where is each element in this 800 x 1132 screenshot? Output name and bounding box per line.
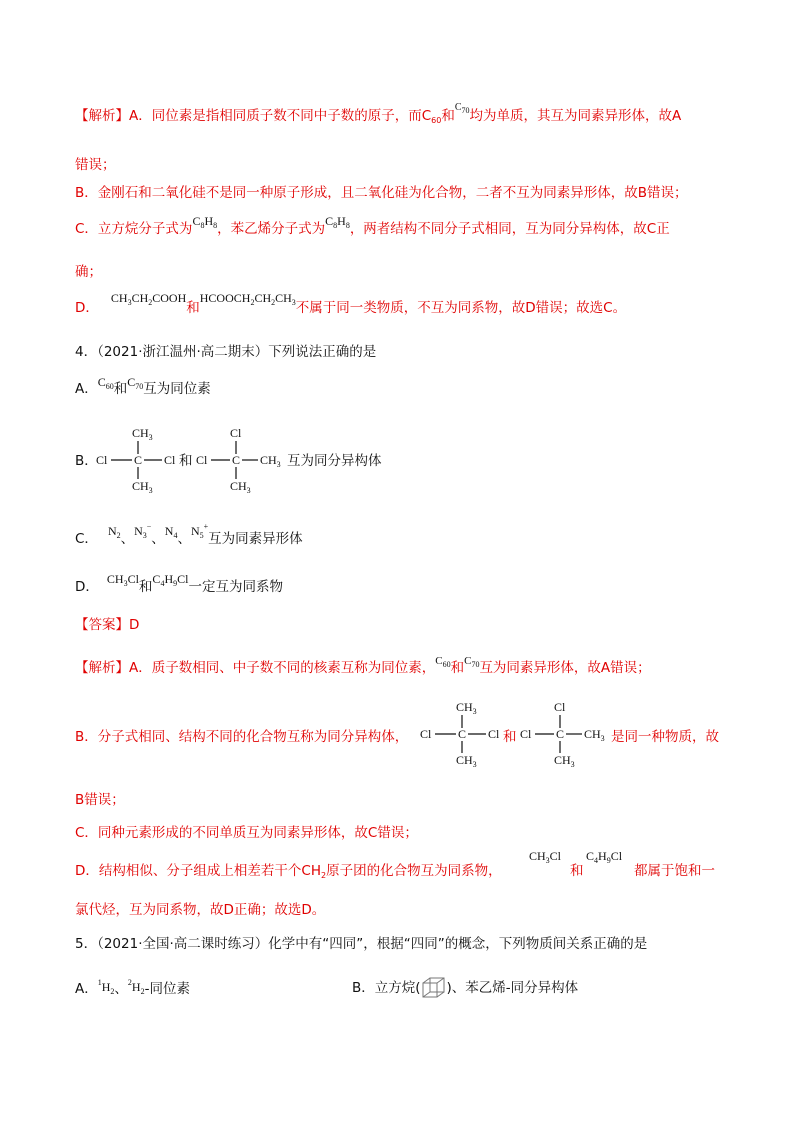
q4-stem: 4．（2021·浙江温州·高二期末）下列说法正确的是 [75,344,377,360]
svg-text:Cl: Cl [554,700,566,714]
q4-analysis-d-wrap: 氯代烃，互为同系物，故D正确；故选D。 [75,902,326,918]
svg-text:CH3: $CH_3$ [132,426,153,442]
q4-analysis-b: B．分子式相同、结构不同的化合物互称为同分异构体， [75,729,409,745]
q4-b-post: 互为同分异构体 [287,453,382,469]
analysis-tag: 【解析】 [75,108,129,124]
cubane-icon [421,976,447,1000]
ethyl-formate-formula: $HCOOCH_2CH_2CH_3$ [199,291,296,307]
cubane-formula: $C_8H_8$ [192,214,218,230]
svg-text:C: C [134,453,143,467]
q4-analysis-b-and: 和 [503,729,517,745]
analysis-b-line: B．金刚石和二氧化硅不是同一种原子形成，且二氧化硅为化合物，二者不互为同素异形体，故B错误； [75,185,688,201]
q4-analysis-d-post: 都属于饱和一 [634,863,715,879]
svg-text:C: C [232,453,241,467]
chlorobutane-formula-analysis: $C_4H_9Cl$ [586,849,623,865]
analysis-c-wrap: 确； [75,264,102,280]
h2-isotope-1: $^1H_2$ [97,978,115,996]
svg-text:Cl: Cl [164,453,176,467]
answer-line [75,616,139,634]
q4-analysis-c: C．同种元素形成的不同单质互为同素异形体，故C错误； [75,825,418,841]
q4-b-and: 和 [179,453,193,469]
c70-formula-q4: $C_{70}$ [127,375,144,391]
c70-formula-analysis: $C_{70}$ [464,655,480,669]
chloromethane-formula: $CH_3Cl$ [106,572,139,588]
n2-formula: $N_2$ [107,524,121,540]
svg-text:Cl: Cl [420,727,432,741]
q5-option-b: B．立方烷( )、苯乙烯-同分异构体 [352,976,578,1000]
c70-formula: $C_{70}$ [454,102,470,115]
svg-text:CH3: $CH_3$ [456,753,477,769]
q4-option-b: B． [75,453,98,469]
svg-text:Cl: Cl [96,453,108,467]
analysis-c-line: C．立方烷分子式为$C_8H_8$，苯乙烯分子式为$C_8H_8$，两者结构不同分子式相同，互为同分异构体，故C正 [75,214,670,237]
dichloropropane-structure-2 [196,424,296,498]
svg-text:CH3: $CH_3$ [132,479,153,494]
svg-text:CH3: $CH_3$ [456,700,477,716]
chloromethane-formula-analysis: $CH_3Cl$ [529,849,562,865]
svg-text:Cl: Cl [196,453,208,467]
analysis-a-line: 【解析】A．同位素是指相同质子数不同中子数的原子，而$C_{60}$和$C_{70}$均为单质，其互为同素异形体，故A [75,107,681,130]
svg-text:C: C [458,727,467,741]
analysis-d-line: D．$CH_3CH_2COOH$和$HCOOCH_2CH_2CH_3$不属于同一类物质，不互为同系物，故D错误；故选C。 [75,291,627,316]
q4-analysis-a: 【解析】A．质子数相同、中子数不同的核素互称为同位素，$C_{60}$和$C_{70}$互为同素异形体，故A错误； [75,659,651,682]
svg-text:Cl: Cl [520,727,532,741]
q4-option-d: D． $CH_3Cl$和$C_4H_9Cl$一定互为同系物 [75,572,283,595]
q4-analysis-b-wrap: B错误； [75,792,125,808]
c60-formula-analysis: $C_{60}$ [435,655,451,669]
q4-option-a: A．$C_{60}$和$C_{70}$互为同位素 [75,375,211,397]
n5-ion-formula: $N_5^+$ [190,522,209,540]
dichloropropane-structure-1 [96,424,186,498]
q4-analysis-b-post: 是同一种物质，故 [611,729,719,745]
svg-text:Cl: Cl [230,426,242,440]
svg-text:C: C [556,727,565,741]
q4-option-c: C． $N_2$、$N_3^-$、$N_4$、$N_5^+$互为同素异形体 [75,526,303,553]
answer-value: D [129,617,140,633]
n3-ion-formula: $N_3^-$ [134,522,152,540]
q5-option-a: A．$^1H_2$、$^2H_2-$同位素 [75,976,190,1003]
h2-isotope-2: $^2H_2$ [127,978,145,996]
svg-text:CH3: $CH_3$ [260,453,281,469]
dichloropropane-structure-analysis-1 [420,698,510,774]
q4-analysis-d-and: 和 [570,863,584,879]
q4-analysis-d: D．结构相似、分子组成上相差若干个$CH_2$原子团的化合物互为同系物， [75,863,502,880]
propanoic-acid-formula: $CH_3CH_2COOH$ [110,291,187,307]
chlorobutane-formula: $C_4H_9Cl$ [152,572,189,588]
analysis-a-wrap: 错误； [75,157,116,173]
svg-text:CH3: $CH_3$ [554,753,575,769]
answer-tag: 【答案】 [75,617,129,633]
n4-formula: $N_4$ [164,524,178,540]
styrene-formula: $C_8H_8$ [325,214,350,230]
q5-stem: 5．（2021·全国·高二课时练习）化学中有“四同”，根据“四同”的概念，下列物质间关系正确的是 [75,936,648,952]
dichloropropane-structure-analysis-2 [520,698,620,774]
svg-text:Cl: Cl [488,727,500,741]
svg-text:CH3: $CH_3$ [584,727,605,743]
svg-text:CH3: $CH_3$ [230,479,251,494]
c60-formula: $C_{60}$ [97,375,114,391]
